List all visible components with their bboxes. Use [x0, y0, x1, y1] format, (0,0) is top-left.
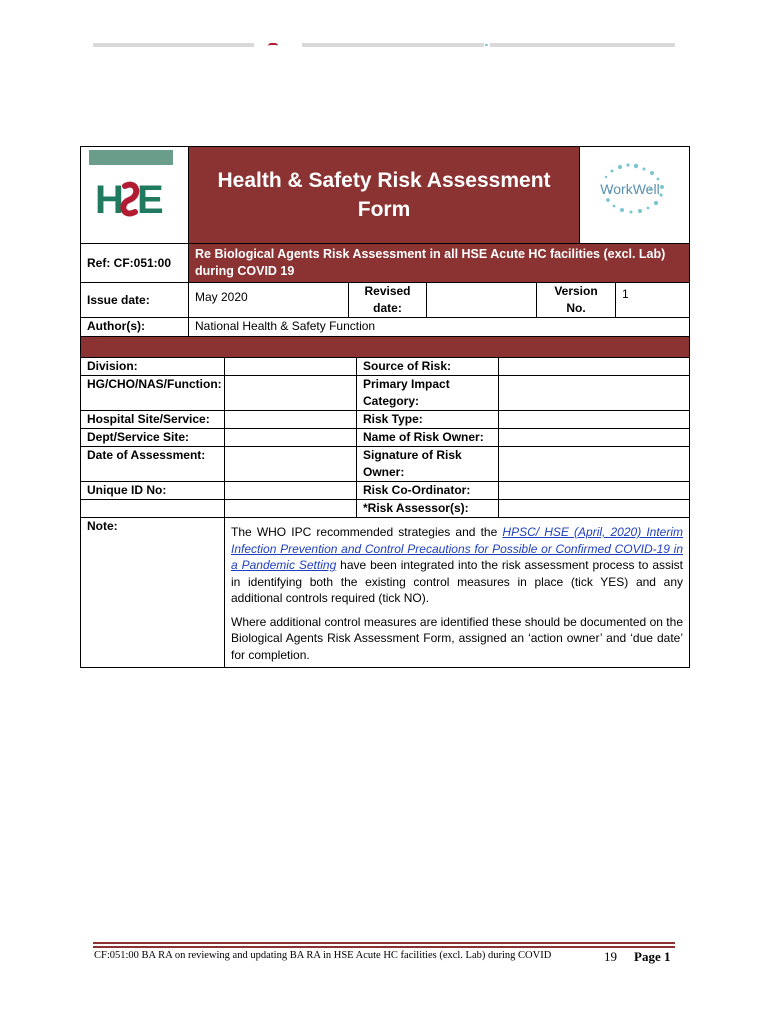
- footer-text: CF:051:00 BA RA on reviewing and updating BA RA in HSE Acute HC facilities (excl. Lab) during COVID: [94, 950, 552, 961]
- svg-text:E: E: [137, 178, 164, 222]
- svg-text:H: H: [95, 178, 122, 222]
- header-rule: [93, 43, 675, 47]
- version-value: 1: [616, 283, 690, 318]
- header-logo-fragment-2: [484, 42, 490, 48]
- unique-id-label: Unique ID No:: [81, 482, 225, 500]
- unique-id-value[interactable]: [225, 482, 357, 500]
- note-label: Note:: [81, 518, 225, 668]
- division-value[interactable]: [225, 358, 357, 376]
- authors-label: Author(s):: [81, 318, 189, 337]
- issue-date-label: Issue date:: [81, 283, 189, 318]
- footer-rule: [93, 942, 675, 944]
- document-info-table: [80, 243, 690, 358]
- risk-assessor-value[interactable]: [499, 500, 690, 518]
- footer-rule-2: [93, 946, 675, 948]
- page-number: Page 1: [634, 949, 671, 964]
- form-title: [189, 147, 580, 244]
- primary-impact-label: Primary Impact Category:: [357, 376, 499, 411]
- form-title-line1: Health & Safety Risk Assessment: [217, 169, 551, 192]
- risk-type-label: Risk Type:: [357, 411, 499, 429]
- issue-date-value: May 2020: [189, 283, 349, 318]
- blank-label: [81, 500, 225, 518]
- function-label: HG/CHO/NAS/Function:: [81, 376, 225, 411]
- revised-date-value: [427, 283, 537, 318]
- source-of-risk-label: Source of Risk:: [357, 358, 499, 376]
- source-of-risk-value[interactable]: [499, 358, 690, 376]
- owner-signature-value[interactable]: [499, 447, 690, 482]
- note-paragraph-2: Where additional control measures are identified these should be documented on the Biological Agents Risk Assessment Form, assigned an ‘action owner’ and ‘due date’ for completion.: [231, 614, 683, 662]
- hpsc-guidance-link[interactable]: HPSC/ HSE (April, 2020) Interim Infection Prevention and Control Precautions for Possible or Confirmed COVID-19 in a Pandemic Setting: [231, 525, 684, 572]
- division-label: Division:: [81, 358, 225, 376]
- note-text: [225, 518, 690, 668]
- owner-signature-label: Signature of Risk Owner:: [357, 447, 499, 482]
- form-title-line2: Form: [357, 198, 411, 221]
- workwell-logo-cell: [580, 147, 690, 244]
- dept-site-value[interactable]: [225, 429, 357, 447]
- section-divider-bar: [81, 337, 690, 358]
- authors-value: National Health & Safety Function: [189, 318, 690, 337]
- note-p1-start: The WHO IPC recommended strategies and the: [231, 525, 503, 539]
- version-label: Version No.: [537, 283, 616, 318]
- note-p1-end: have been integrated into the risk assessment process to assist in identifying both the existing control measures in place (tick YES) and any additional controls required (tick NO).: [231, 558, 683, 605]
- workwell-logo-text: WorkWell: [600, 181, 660, 197]
- hse-logo: [89, 150, 173, 233]
- ref-label: Ref: CF:051:00: [81, 244, 189, 283]
- function-value[interactable]: [225, 376, 357, 411]
- header-logo-fragment: [254, 40, 302, 50]
- revised-date-label: Revised date:: [349, 283, 427, 318]
- footer-number: 19: [604, 949, 617, 964]
- assessment-date-value[interactable]: [225, 447, 357, 482]
- risk-coordinator-label: Risk Co-Ordinator:: [357, 482, 499, 500]
- risk-assessment-form: [80, 146, 689, 668]
- ref-title: Re Biological Agents Risk Assessment in all HSE Acute HC facilities (excl. Lab) during COVID 19: [189, 244, 690, 283]
- hospital-site-label: Hospital Site/Service:: [81, 411, 225, 429]
- risk-assessor-label: *Risk Assessor(s):: [357, 500, 499, 518]
- risk-details-table: [80, 357, 690, 668]
- workwell-logo: [590, 161, 670, 217]
- blank-value: [225, 500, 357, 518]
- risk-type-value[interactable]: [499, 411, 690, 429]
- risk-coordinator-value[interactable]: [499, 482, 690, 500]
- form-header-table: [80, 146, 690, 244]
- primary-impact-value[interactable]: [499, 376, 690, 411]
- hse-logo-cell: [81, 147, 189, 244]
- assessment-date-label: Date of Assessment:: [81, 447, 225, 482]
- note-paragraph-1: [231, 524, 683, 607]
- risk-owner-value[interactable]: [499, 429, 690, 447]
- hospital-site-value[interactable]: [225, 411, 357, 429]
- risk-owner-label: Name of Risk Owner:: [357, 429, 499, 447]
- dept-site-label: Dept/Service Site:: [81, 429, 225, 447]
